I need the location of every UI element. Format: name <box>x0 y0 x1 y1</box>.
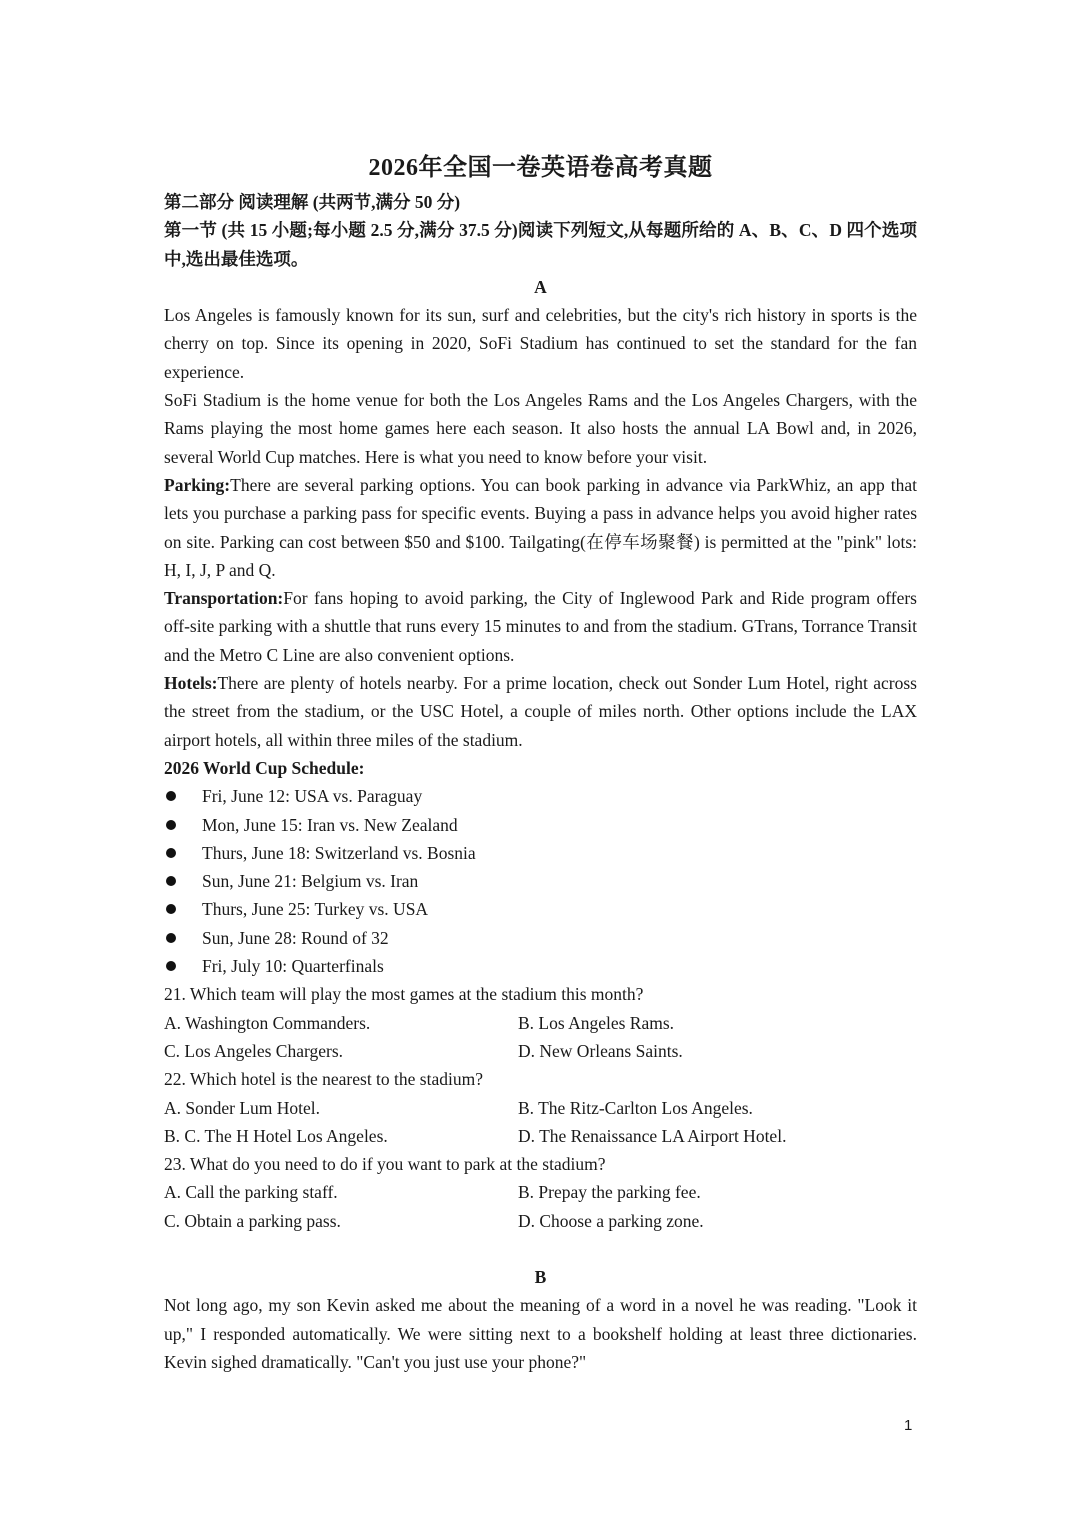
bullet-icon <box>166 904 176 914</box>
hotels-label: Hotels: <box>164 673 218 694</box>
question-21-stem: 21. Which team will play the most games at the stadium this month? <box>164 984 644 1005</box>
bullet-icon <box>166 820 176 830</box>
question-23-option-c: C. Obtain a parking pass. <box>164 1210 341 1231</box>
schedule-item <box>164 867 917 895</box>
passage-a-paragraph-2: SoFi Stadium is the home venue for both the Los Angeles Rams and the Los Angeles Chargers, with the Rams playing the most home games here each season. It also hosts the annual LA Bowl and, in 2026, several World Cup matches. Here is what you need to know before your visit. <box>164 390 917 467</box>
question-22-option-d: D. The Renaissance LA Airport Hotel. <box>518 1125 787 1146</box>
schedule-item <box>164 895 917 923</box>
passage-a-letter: A <box>534 276 547 297</box>
page-content <box>164 150 917 1376</box>
question-22-option-c: B. C. The H Hotel Los Angeles. <box>164 1125 388 1146</box>
bullet-icon <box>166 848 176 858</box>
passage-b-paragraph-1: Not long ago, my son Kevin asked me about the meaning of a word in a novel he was reading. "Look it up," I responded automatically. We were sitting next to a bookshelf holding at least three dictionaries. Kevin sighed dramatically. "Can't you just use your phone?" <box>164 1295 917 1372</box>
hotels-text: There are plenty of hotels nearby. For a prime location, check out Sonder Lum Hotel, right across the street from the stadium, or the USC Hotel, a couple of miles north. Other options include the LAX airport hotels, all within three miles of the stadium. <box>164 673 917 750</box>
question-21-option-a: A. Washington Commanders. <box>164 1012 371 1033</box>
schedule-item <box>164 924 917 952</box>
question-22-option-b: B. The Ritz-Carlton Los Angeles. <box>518 1097 753 1118</box>
parking-label: Parking: <box>164 474 231 495</box>
question-21-option-d: D. New Orleans Saints. <box>518 1040 683 1061</box>
schedule-text: Fri, June 12: USA vs. Paraguay <box>202 786 423 807</box>
passage-b-letter: B <box>534 1266 547 1287</box>
schedule-item <box>164 811 917 839</box>
question-23-options-row-1 <box>164 1178 917 1206</box>
schedule-text: Sun, June 21: Belgium vs. Iran <box>202 871 419 892</box>
question-21-options-row-1 <box>164 1009 917 1037</box>
schedule-heading: 2026 World Cup Schedule: <box>164 757 365 778</box>
schedule-text: Fri, July 10: Quarterfinals <box>202 956 384 977</box>
bullet-icon <box>166 933 176 943</box>
page-title: 2026年全国一卷英语卷高考真题 <box>368 155 713 181</box>
parking-text: There are several parking options. You can book parking in advance via ParkWhiz, an app that lets you purchase a parking pass for specific events. Buying a pass in advance helps you avoid higher rates on site. Parking can cost between $50 and $100. Tailgating(在停车场聚餐) is permitted at the "pink" lots: H, I, J, P and Q. <box>164 474 917 580</box>
bullet-icon <box>166 791 176 801</box>
parking-paragraph <box>164 471 917 584</box>
question-22-options-row-2 <box>164 1122 917 1150</box>
question-22-option-a: A. Sonder Lum Hotel. <box>164 1097 321 1118</box>
transportation-label: Transportation: <box>164 588 284 609</box>
bullet-icon <box>166 876 176 886</box>
page-number: 1 <box>904 1417 913 1434</box>
question-23-option-b: B. Prepay the parking fee. <box>518 1182 701 1203</box>
transportation-paragraph <box>164 584 917 669</box>
schedule-text: Mon, June 15: Iran vs. New Zealand <box>202 814 458 835</box>
schedule-text: Thurs, June 25: Turkey vs. USA <box>202 899 429 920</box>
schedule-text: Sun, June 28: Round of 32 <box>202 927 389 948</box>
schedule-item <box>164 839 917 867</box>
schedule-item <box>164 782 917 810</box>
question-23-options-row-2 <box>164 1207 917 1235</box>
bullet-icon <box>166 961 176 971</box>
question-21-option-c: C. Los Angeles Chargers. <box>164 1040 344 1061</box>
section-instruction: 第一节 (共 15 小题;每小题 2.5 分,满分 37.5 分)阅读下列短文,从每题所给的 A、B、C、D 四个选项中,选出最佳选项。 <box>164 220 917 269</box>
question-22-options-row-1 <box>164 1094 917 1122</box>
passage-a-paragraph-1: Los Angeles is famously known for its sun, surf and celebrities, but the city's rich history in sports is the cherry on top. Since its opening in 2020, SoFi Stadium has continued to set the standard for the fan experience. <box>164 305 917 382</box>
question-22-stem: 22. Which hotel is the nearest to the stadium? <box>164 1069 483 1090</box>
hotels-paragraph <box>164 669 917 754</box>
transportation-text: For fans hoping to avoid parking, the City of Inglewood Park and Ride program offers off-site parking with a shuttle that runs every 15 minutes to and from the stadium. GTrans, Torrance Transit and the Metro C Line are also convenient options. <box>164 588 917 665</box>
question-23-option-d: D. Choose a parking zone. <box>518 1210 704 1231</box>
schedule-text: Thurs, June 18: Switzerland vs. Bosnia <box>202 842 476 863</box>
schedule-list <box>164 782 917 980</box>
section-gap <box>164 1235 917 1263</box>
question-21-options-row-2 <box>164 1037 917 1065</box>
question-23-option-a: A. Call the parking staff. <box>164 1182 338 1203</box>
schedule-item <box>164 952 917 980</box>
part-heading: 第二部分 阅读理解 (共两节,满分 50 分) <box>164 192 461 212</box>
question-23-stem: 23. What do you need to do if you want to park at the stadium? <box>164 1154 606 1175</box>
question-21-option-b: B. Los Angeles Rams. <box>518 1012 675 1033</box>
